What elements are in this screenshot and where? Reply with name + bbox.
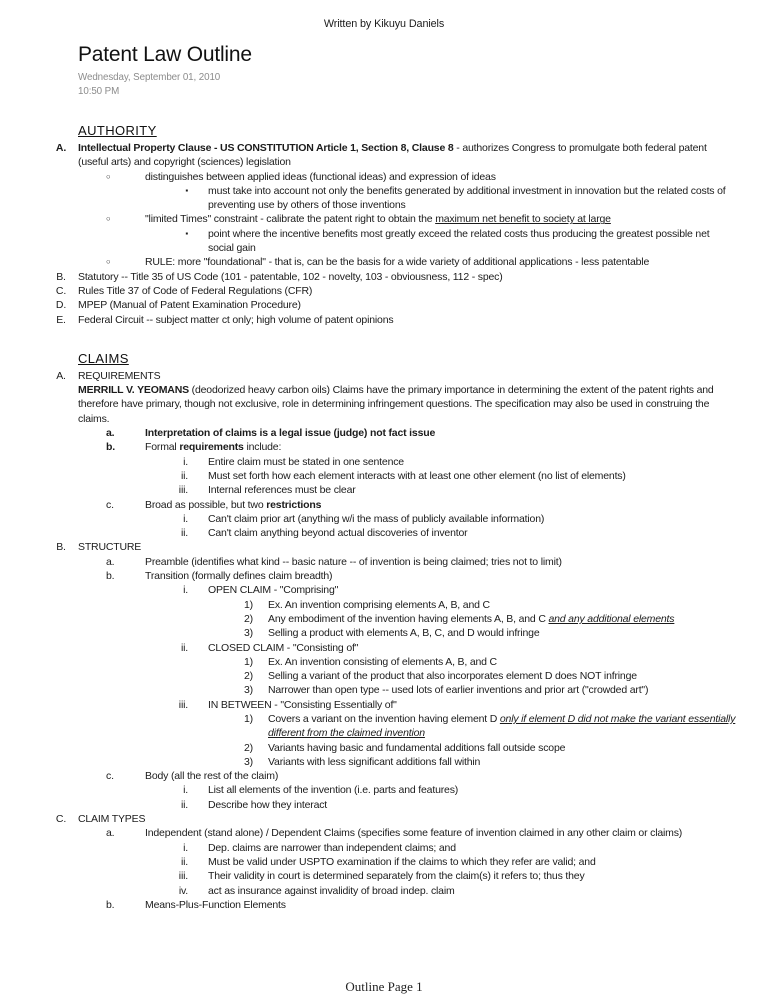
list-marker: 1) xyxy=(244,598,253,611)
outline-line xyxy=(0,270,737,284)
text-segment: Federal Circuit -- subject matter ct only; high volume of patent opinions xyxy=(78,313,394,326)
outline-line xyxy=(0,170,737,184)
text-segment: and any additional elements xyxy=(548,612,675,625)
text-segment: Dep. claims are narrower than independent claims; and xyxy=(208,841,456,854)
list-marker: ▪ xyxy=(185,185,188,195)
section-heading: AUTHORITY xyxy=(78,123,157,138)
list-marker: iii. xyxy=(178,870,188,883)
list-marker: 3) xyxy=(244,684,253,697)
line-text xyxy=(145,440,737,454)
list-marker: i. xyxy=(183,455,188,468)
text-segment: Entire claim must be stated in one sentence xyxy=(208,455,404,468)
line-text xyxy=(78,383,737,426)
text-segment: Transition (formally defines claim breadth) xyxy=(145,570,333,583)
outline-line xyxy=(0,284,737,298)
outline-line xyxy=(0,483,737,497)
line-text xyxy=(208,455,737,469)
list-marker: i. xyxy=(183,584,188,597)
text-segment: RULE: more "foundational" - that is, can be the basis for a wide variety of additional applications - less patentable xyxy=(145,256,650,269)
outline-line xyxy=(0,526,737,540)
list-marker: 1) xyxy=(244,712,253,725)
text-segment: Selling a product with elements A, B, C, and D would infringe xyxy=(268,627,540,640)
line-text xyxy=(208,641,737,655)
outline-line xyxy=(0,555,737,569)
text-segment: OPEN CLAIM - "Comprising" xyxy=(208,584,339,597)
outline-line xyxy=(0,141,737,170)
line-text xyxy=(268,683,737,697)
list-marker: 3) xyxy=(244,627,253,640)
text-segment: Ex. An invention comprising elements A, B, and C xyxy=(268,598,490,611)
list-marker: B. xyxy=(56,270,66,283)
outline-line xyxy=(0,769,737,783)
list-marker: E. xyxy=(56,313,66,326)
outline-line xyxy=(0,641,737,655)
list-marker: ▪ xyxy=(185,228,188,238)
list-marker: 2) xyxy=(244,741,253,754)
outline-line xyxy=(0,369,737,383)
text-segment: Internal references must be clear xyxy=(208,484,356,497)
text-segment: Body (all the rest of the claim) xyxy=(145,770,279,783)
outline xyxy=(0,122,737,912)
footer-page-label: Outline Page 1 xyxy=(345,979,423,994)
text-segment: Intellectual Property Clause - US CONSTITUTION Article 1, Section 8, Clause 8 xyxy=(78,142,454,154)
text-segment: "limited Times" constraint - calibrate the patent right to obtain the xyxy=(145,213,436,226)
outline-line xyxy=(0,755,737,769)
line-text xyxy=(78,313,737,327)
line-text xyxy=(145,569,737,583)
list-marker: c. xyxy=(106,498,114,511)
text-segment: MERRILL V. YEOMANS xyxy=(78,384,189,397)
text-segment: Covers a variant on the invention having element D xyxy=(268,712,500,725)
line-text xyxy=(145,212,737,226)
line-text xyxy=(268,712,737,741)
line-text xyxy=(268,655,737,669)
section-heading: CLAIMS xyxy=(78,350,129,366)
list-marker: iii. xyxy=(178,484,188,497)
line-text xyxy=(268,741,737,755)
list-marker: 1) xyxy=(244,655,253,668)
line-text xyxy=(208,698,737,712)
text-segment: include: xyxy=(243,441,282,454)
text-segment: point where the incentive benefits most greatly exceed the related costs thus producing the greatest possible net social gain xyxy=(208,227,710,255)
text-segment: Broad as possible, but two xyxy=(145,498,267,511)
list-marker: i. xyxy=(183,784,188,797)
text-segment: Describe how they interact xyxy=(208,798,328,811)
text-segment: Must be valid under USPTO examination if the claims to which they refer are valid; and xyxy=(208,855,596,868)
outline-line xyxy=(0,426,737,440)
text-segment: maximum net benefit to society at large xyxy=(435,213,611,226)
list-marker: ○ xyxy=(106,171,111,181)
text-segment: must take into account not only the benefits generated by additional investment in innovation but the related costs of preventing use by others of those inventions xyxy=(208,184,726,212)
outline-line xyxy=(0,455,737,469)
outline-line xyxy=(0,655,737,669)
outline-section xyxy=(0,350,737,912)
author-note: Written by Kikuyu Daniels xyxy=(323,18,445,30)
line-text xyxy=(78,270,737,284)
line-text xyxy=(145,426,737,440)
line-text xyxy=(268,755,737,769)
text-segment: Variants having basic and fundamental additions fall outside scope xyxy=(268,741,566,754)
text-segment: Selling a variant of the product that also incorporates element D does NOT infringe xyxy=(268,670,637,683)
outline-line xyxy=(0,469,737,483)
list-marker: b. xyxy=(106,898,115,911)
outline-line xyxy=(0,598,737,612)
list-marker: 2) xyxy=(244,670,253,683)
outline-line xyxy=(0,626,737,640)
list-marker: i. xyxy=(183,512,188,525)
outline-line xyxy=(0,383,737,426)
outline-line xyxy=(0,440,737,454)
line-text xyxy=(78,812,737,826)
list-marker: iii. xyxy=(178,698,188,711)
outline-line xyxy=(0,227,737,256)
outline-line xyxy=(0,698,737,712)
line-text xyxy=(145,170,737,184)
line-text xyxy=(268,669,737,683)
outline-line xyxy=(0,826,737,840)
text-segment: Can't claim anything beyond actual discoveries of inventor xyxy=(208,527,468,540)
title-block xyxy=(78,42,252,98)
line-text xyxy=(78,284,737,298)
text-segment: distinguishes between applied ideas (functional ideas) and expression of ideas xyxy=(145,170,496,183)
outline-line xyxy=(0,184,737,213)
list-marker: ii. xyxy=(180,469,188,482)
text-segment: Means-Plus-Function Elements xyxy=(145,898,286,911)
line-text xyxy=(145,555,737,569)
line-text xyxy=(208,783,737,797)
line-text xyxy=(208,483,737,497)
outline-line xyxy=(0,255,737,269)
text-segment: Statutory -- Title 35 of US Code (101 - patentable, 102 - novelty, 103 - obviousness, 112 - spec) xyxy=(78,270,503,283)
text-segment: (deodorized heavy carbon oils) Claims have the primary importance in determining the extent of the patent rights and therefore have primary, though not exclusive, role in determining infringement questions. The specification may also be used in construing the claims. xyxy=(78,384,714,425)
text-segment: Can't claim prior art (anything w/i the mass of publicly available information) xyxy=(208,512,545,525)
list-marker: ○ xyxy=(106,257,111,267)
list-marker: a. xyxy=(106,427,115,440)
outline-line xyxy=(0,712,737,741)
outline-line xyxy=(0,798,737,812)
line-text xyxy=(78,298,737,312)
date-line: Wednesday, September 01, 2010 xyxy=(78,72,221,83)
line-text xyxy=(145,826,737,840)
line-text xyxy=(208,469,737,483)
line-text xyxy=(208,526,737,540)
text-segment: CLOSED CLAIM - "Consisting of" xyxy=(208,641,359,654)
line-text xyxy=(145,498,737,512)
text-segment: REQUIREMENTS xyxy=(78,369,161,382)
line-text xyxy=(208,869,737,883)
outline-line xyxy=(0,898,737,912)
outline-section xyxy=(0,122,737,327)
outline-line xyxy=(0,569,737,583)
outline-line xyxy=(0,869,737,883)
text-segment: List all elements of the invention (i.e. parts and features) xyxy=(208,784,459,797)
list-marker: D. xyxy=(55,299,67,312)
list-marker: C. xyxy=(55,813,67,826)
outline-line xyxy=(0,583,737,597)
list-marker: c. xyxy=(106,770,114,783)
outline-line xyxy=(0,683,737,697)
list-marker: ii. xyxy=(180,798,188,811)
line-text xyxy=(208,512,737,526)
page-title: Patent Law Outline xyxy=(78,43,252,66)
outline-line xyxy=(0,884,737,898)
list-marker: A. xyxy=(56,369,66,382)
outline-line xyxy=(0,741,737,755)
text-segment: only if element D did not make the variant essentially different from the claimed invention xyxy=(268,712,736,740)
text-segment: Their validity in court is determined separately from the claim(s) it refers to; thus they xyxy=(208,870,585,883)
list-marker: B. xyxy=(56,541,66,554)
list-marker: b. xyxy=(106,570,115,583)
outline-line xyxy=(0,540,737,554)
line-text xyxy=(208,184,737,213)
text-segment: Preamble (identifies what kind -- basic nature -- of invention is being claimed; tries not to limit) xyxy=(145,555,562,568)
line-text xyxy=(208,841,737,855)
text-segment: Independent (stand alone) / Dependent Claims (specifies some feature of invention claimed in any other claim or claims) xyxy=(145,827,683,840)
list-marker: 3) xyxy=(244,755,253,768)
outline-line xyxy=(0,313,737,327)
text-segment: Narrower than open type -- used lots of earlier inventions and prior art ("crowded art") xyxy=(268,684,649,697)
list-marker: A. xyxy=(55,142,67,154)
outline-line xyxy=(0,612,737,626)
list-marker: a. xyxy=(106,827,115,840)
line-text xyxy=(145,898,737,912)
list-marker: ii. xyxy=(180,641,188,654)
text-segment: Must set forth how each element interacts with at least one other element (no list of elements) xyxy=(208,469,626,482)
outline-line xyxy=(0,812,737,826)
list-marker: ii. xyxy=(180,855,188,868)
text-segment: MPEP (Manual of Patent Examination Procedure) xyxy=(78,299,301,312)
outline-line xyxy=(0,498,737,512)
outline-line xyxy=(0,841,737,855)
list-marker: C. xyxy=(55,284,67,297)
line-text xyxy=(208,855,737,869)
line-text xyxy=(268,626,737,640)
text-segment: STRUCTURE xyxy=(78,541,142,554)
outline-line xyxy=(0,212,737,226)
list-marker: ii. xyxy=(180,527,188,540)
text-segment: Variants with less significant additions fall within xyxy=(268,755,481,768)
line-text xyxy=(208,884,737,898)
text-segment: requirements xyxy=(179,441,244,454)
text-segment: act as insurance against invalidity of broad indep. claim xyxy=(208,884,455,897)
line-text xyxy=(78,540,737,554)
text-segment: Formal xyxy=(145,441,180,454)
text-segment: Rules Title 37 of Code of Federal Regulations (CFR) xyxy=(78,284,313,297)
time-line: 10:50 PM xyxy=(78,85,120,97)
text-segment: Any embodiment of the invention having elements A, B, and C xyxy=(268,612,549,625)
line-text xyxy=(145,769,737,783)
text-segment: restrictions xyxy=(266,498,322,511)
outline-line xyxy=(0,512,737,526)
text-segment: Interpretation of claims is a legal issue (judge) not fact issue xyxy=(145,427,436,440)
outline-line xyxy=(0,783,737,797)
list-marker: a. xyxy=(106,555,115,568)
line-text xyxy=(208,798,737,812)
line-text xyxy=(145,255,737,269)
list-marker: 2) xyxy=(244,612,253,625)
text-segment: - authorizes Congress to promulgate both federal patent (useful arts) and copyright (sciences) legislation xyxy=(78,142,707,169)
text-segment: CLAIM TYPES xyxy=(78,813,146,826)
list-marker: b. xyxy=(106,441,115,454)
line-text xyxy=(268,598,737,612)
line-text xyxy=(268,612,737,626)
list-marker: ○ xyxy=(106,214,111,224)
line-text xyxy=(208,227,737,256)
outline-line xyxy=(0,855,737,869)
line-text xyxy=(78,369,737,383)
line-text xyxy=(208,583,737,597)
list-marker: iv. xyxy=(178,884,188,897)
list-marker: i. xyxy=(183,841,188,854)
text-segment: Ex. An invention consisting of elements A, B, and C xyxy=(268,655,497,668)
outline-line xyxy=(0,298,737,312)
line-text xyxy=(78,141,737,170)
outline-line xyxy=(0,669,737,683)
text-segment: IN BETWEEN - "Consisting Essentially of" xyxy=(208,698,397,711)
